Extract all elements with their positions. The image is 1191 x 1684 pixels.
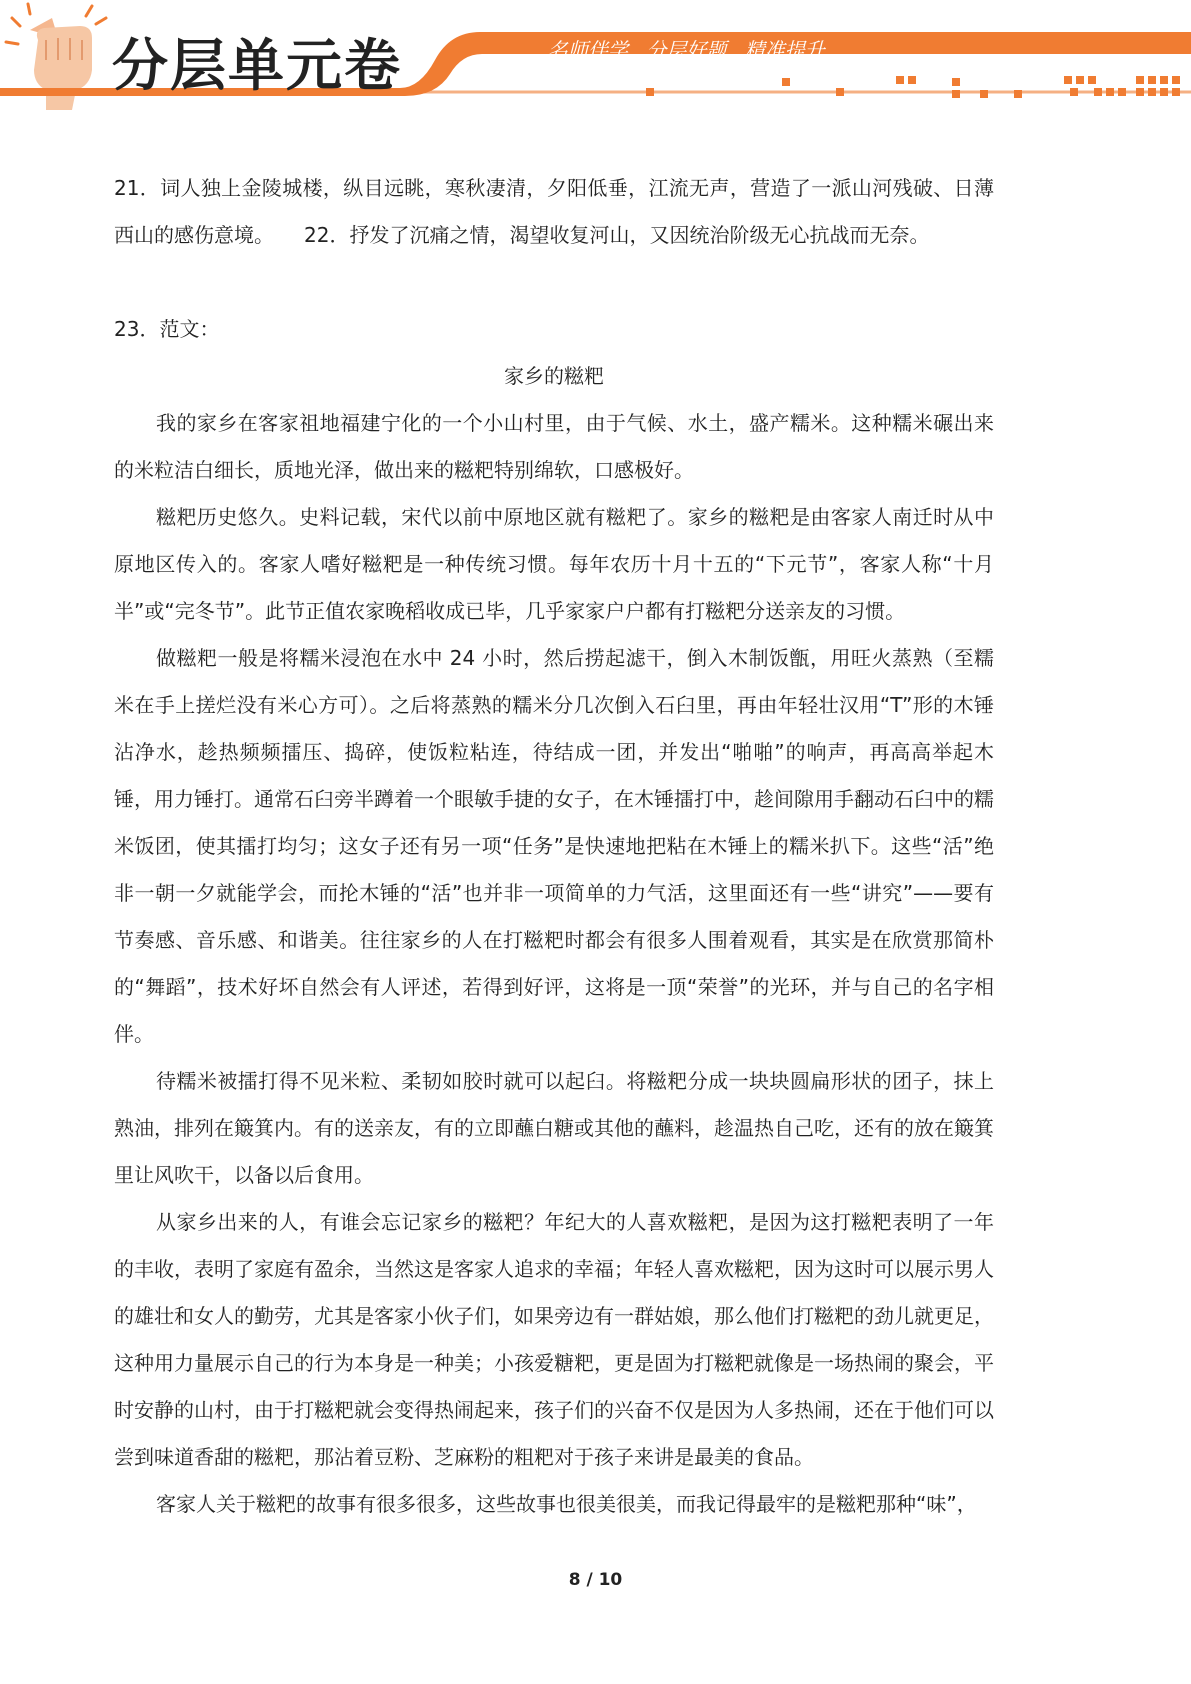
brand-title: 分层单元卷 — [112, 34, 402, 99]
essay-paragraph: 客家人关于糍粑的故事有很多很多，这些故事也很美很美，而我记得最牢的是糍粑那种“味”， — [156, 1492, 977, 1516]
answer-21-22 — [114, 165, 994, 259]
essay-paragraph: 我的家乡在客家祖地福建宁化的一个小山村里，由于气候、水土，盛产糯米。这种糯米碾出来的米粒洁白细长，质地光泽，做出来的糍粑特别绵软，口感极好。 — [114, 411, 994, 482]
essay-paragraph: 待糯米被擂打得不见米粒、柔韧如胶时就可以起臼。将糍粑分成一块块圆扁形状的团子，抹上熟油，排列在簸箕内。有的送亲友，有的立即蘸白糖或其他的蘸料，趁温热自己吃，还有的放在簸箕里让风吹干，以备以后食用。 — [114, 1069, 994, 1187]
essay-paragraph: 从家乡出来的人，有谁会忘记家乡的糍粑？年纪大的人喜欢糍粑，是因为这打糍粑表明了一年的丰收，表明了家庭有盈余，当然这是客家人追求的幸福；年轻人喜欢糍粑，因为这时可以展示男人的雄壮和女人的勤劳，尤其是客家小伙子们，如果旁边有一群姑娘，那么他们打糍粑的劲儿就更足，这种用力量展示自己的行为本身是一种美；小孩爱糖粑，更是固为打糍粑就像是一场热闹的聚会，平时安静的山村，由于打糍粑就会变得热闹起来，孩子们的兴奋不仅是因为人多热闹，还在于他们可以尝到味道香甜的糍粑，那沾着豆粉、芝麻粉的粗粑对于孩子来讲是最美的食品。 — [114, 1210, 994, 1469]
answer-21: 21．词人独上金陵城楼，纵目远眺，寒秋凄清，夕阳低垂，江流无声，营造了一派山河残破、日薄西山的感伤意境。 — [114, 176, 994, 247]
spacer — [114, 259, 994, 306]
header-slogan: 名师伴学 分层好题 精准提升 — [548, 38, 825, 62]
essay-paragraph: 做糍粑一般是将糯米浸泡在水中 24 小时，然后捞起滤干，倒入木制饭甑，用旺火蒸熟（至糯米在手上搓烂没有米心方可）。之后将蒸熟的糯米分几次倒入石臼里，再由年轻壮汉用“T”形的木锤沾净水，趁热频频擂压、捣碎，使饭粒粘连，待结成一团，并发出“啪啪”的响声，再高高举起木锤，用力锤打。通常石臼旁半蹲着一个眼敏手捷的女子，在木锤擂打中，趁间隙用手翻动石臼中的糯米饭团，使其擂打均匀；这女子还有另一项“任务”是快速地把粘在木锤上的糯米扒下。这些“活”绝非一朝一夕就能学会，而抡木锤的“活”也并非一项简单的力气活，这里面还有一些“讲究”——要有节奏感、音乐感、和谐美。往往家乡的人在打糍粑时都会有很多人围着观看，其实是在欣赏那简朴的“舞蹈”，技术好坏自然会有人评述，若得到好评，这将是一顶“荣誉”的光环，并与自己的名字相伴。 — [114, 646, 994, 1046]
page-number: 8 / 10 — [568, 1570, 623, 1590]
page-header — [0, 0, 1191, 120]
page-content — [114, 165, 994, 1528]
answer-22: 22．抒发了沉痛之情，渴望收复河山，又因统治阶级无心抗战而无奈。 — [304, 223, 930, 247]
answer-23-label: 23．范文： — [114, 317, 220, 341]
essay-title: 家乡的糍粑 — [504, 364, 604, 388]
essay-paragraph: 糍粑历史悠久。史料记载，宋代以前中原地区就有糍粑了。家乡的糍粑是由客家人南迁时从中原地区传入的。客家人嗜好糍粑是一种传统习惯。每年农历十月十五的“下元节”，客家人称“十月半”或“完冬节”。此节正值农家晚稻收成已毕，几乎家家户户都有打糍粑分送亲友的习惯。 — [114, 505, 994, 623]
